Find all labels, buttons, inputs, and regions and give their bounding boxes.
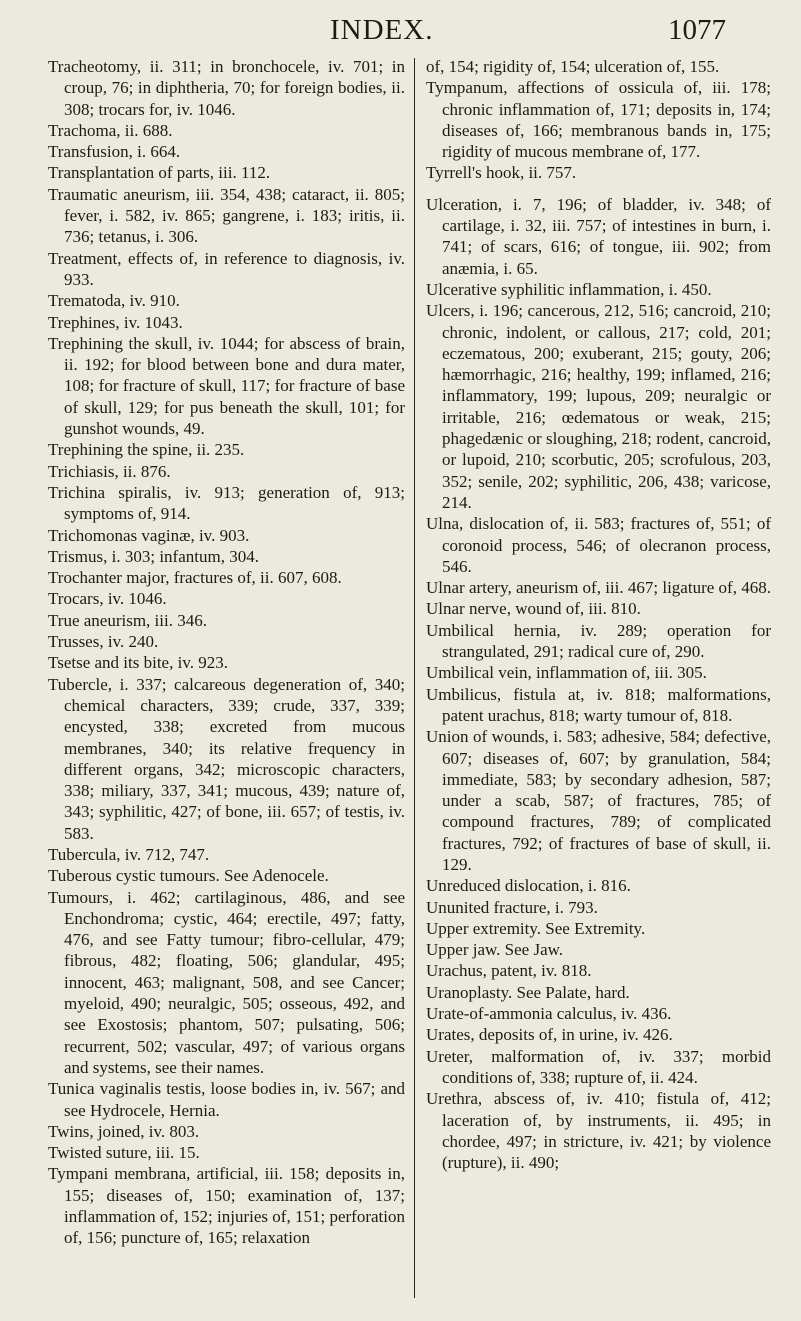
- index-entry: Ulcerative syphilitic inflammation, i. 450.: [426, 279, 712, 299]
- index-entry: Trocars, iv. 1046.: [48, 589, 167, 609]
- index-entry: Tsetse and its bite, iv. 923.: [48, 653, 228, 673]
- index-entry: Umbilical vein, inflammation of, iii. 305.: [426, 663, 707, 683]
- index-entry: of, 154; rigidity of, 154; ulceration of, 155.: [426, 57, 720, 76]
- index-entry: Tubercula, iv. 712, 747.: [48, 844, 210, 864]
- index-entry: Twins, joined, iv. 803.: [48, 1121, 200, 1141]
- index-entry: Ulna, dislocation of, ii. 583; fractures of, 551; of coronoid process, 546; of olecranon process, 546.: [426, 514, 771, 576]
- index-entry: True aneurism, iii. 346.: [48, 610, 207, 630]
- index-entry: Tunica vaginalis testis, loose bodies in, iv. 567; and see Hydrocele, Hernia.: [48, 1079, 405, 1120]
- index-entry: Trochanter major, fractures of, ii. 607, 608.: [48, 568, 342, 588]
- index-entry: Urates, deposits of, in urine, iv. 426.: [426, 1025, 673, 1045]
- index-entry: Trichomonas vaginæ, iv. 903.: [48, 525, 250, 545]
- index-entry: Upper extremity. See Extremity.: [426, 918, 646, 938]
- index-entry: Ulnar artery, aneurism of, iii. 467; ligature of, 468.: [426, 578, 771, 598]
- index-entry: Tyrrell's hook, ii. 757.: [426, 163, 577, 183]
- index-entry: Urate-of-ammonia calculus, iv. 436.: [426, 1004, 672, 1024]
- index-entry: Upper jaw. See Jaw.: [426, 940, 564, 960]
- index-entry: Trephining the spine, ii. 235.: [48, 440, 245, 460]
- column-divider: [414, 58, 415, 1298]
- right-column: [426, 56, 771, 1173]
- index-entry: Trephining the skull, iv. 1044; for abscess of brain, ii. 192; for blood between bone and dura mater, 108; for fracture of skull, 117; for fracture of base of skull, 129; for pus beneath the skull, 101; for gunshot wounds, 49.: [48, 333, 405, 439]
- index-entry: Umbilical hernia, iv. 289; operation for strangulated, 291; radical cure of, 290.: [426, 620, 771, 662]
- index-entry: Trichiasis, ii. 876.: [48, 461, 171, 481]
- page-number: 1077: [668, 14, 726, 46]
- index-entry: Ulceration, i. 7, 196; of bladder, iv. 348; of cartilage, i. 32, iii. 757; of intestines in burn, i. 741; of scars, 616; of tongue, iii. 902; from anæmia, i. 65.: [426, 194, 771, 278]
- index-entry: Uranoplasty. See Palate, hard.: [426, 982, 630, 1002]
- index-entry: Trephines, iv. 1043.: [48, 312, 183, 332]
- index-entry: Union of wounds, i. 583; adhesive, 584; defective, 607; diseases of, 607; by granulation, 584; immediate, 583; by secondary adhesion, 587; under a scab, 587; of fractures, 785; of compound fractures, 789; of complicated fractures, 792; of fractures of base of skull, ii. 129.: [426, 727, 771, 874]
- index-entry: Treatment, effects of, in reference to diagnosis, iv. 933.: [48, 248, 405, 289]
- index-entry: Trachoma, ii. 688.: [48, 120, 173, 140]
- index-entry: Tympanum, affections of ossicula of, iii. 178; chronic inflammation of, 171; deposits in, 174; diseases of, 166; membranous bands in, 175; rigidity of mucous membrane of, 177.: [426, 78, 771, 162]
- index-entry: Traumatic aneurism, iii. 354, 438; cataract, ii. 805; fever, i. 582, iv. 865; gangrene, i. 183; iritis, ii. 736; tetanus, i. 306.: [48, 184, 405, 247]
- index-entry: Umbilicus, fistula at, iv. 818; malformations, patent urachus, 818; warty tumour of, 818.: [426, 684, 771, 725]
- index-entry: Trichina spiralis, iv. 913; generation of, 913; symptoms of, 914.: [48, 482, 405, 524]
- index-entry: Tumours, i. 462; cartilaginous, 486, and see Enchondroma; cystic, 464; erectile, 497; fatty, 476, and see Fatty tumour; fibro-cellular, 479; fibrous, 482; floating, 506; glandular, 495; innocent, 463; malignant, 508, and see Cancer; myeloid, 490; neuralgic, 505; osseous, 492, and see Exostosis; phantom, 507; pulsating, 506; recurrent, 502; vascular, 497; of various organs and systems, see their names.: [48, 887, 405, 1077]
- index-entry: Transplantation of parts, iii. 112.: [48, 163, 271, 183]
- page-header: [0, 10, 801, 50]
- index-entry: Tubercle, i. 337; calcareous degeneration of, 340; chemical characters, 339; crude, 337, 339; encysted, 338; excreted from mucous membranes, 340; its relative frequency in different organs, 342; microscopic characters, 338; miliary, 337, 341; mucous, 439; nature of, 343; syphilitic, 427; of bone, iii. 657; of testis, iv. 583.: [48, 674, 405, 843]
- index-entry: Urethra, abscess of, iv. 410; fistula of, 412; laceration of, by instruments, ii. 495; in chordee, 497; in stricture, iv. 421; by violence (rupture), ii. 490;: [426, 1089, 771, 1173]
- page-title: INDEX.: [330, 14, 434, 46]
- index-entry: Unreduced dislocation, i. 816.: [426, 876, 631, 896]
- index-entry: Twisted suture, iii. 15.: [48, 1143, 200, 1163]
- index-entry: Ulcers, i. 196; cancerous, 212, 516; cancroid, 210; chronic, indolent, or callous, 217; cold, 201; eczematous, 200; exuberant, 215; gouty, 206; hæmorrhagic, 216; healthy, 199; inflamed, 216; inflammatory, 199; lupous, 209; neuralgic or irritable, 216; œdematous or weak, 215; phagedænic or sloughing, 218; rodent, cancroid, or lupoid, 210; scorbutic, 205; scrofulous, 203, 352; senile, 202; syphilitic, 206, 438; varicose, 214.: [426, 301, 771, 512]
- index-entry: Tracheotomy, ii. 311; in bronchocele, iv. 701; in croup, 76; in diphtheria, 70; for foreign bodies, ii. 308; trocars for, iv. 1046.: [48, 57, 405, 119]
- index-entry: Trismus, i. 303; infantum, 304.: [48, 546, 259, 566]
- index-entry: Tuberous cystic tumours. See Adenocele.: [48, 866, 329, 886]
- index-entry: Transfusion, i. 664.: [48, 142, 181, 162]
- index-entry: Ulnar nerve, wound of, iii. 810.: [426, 599, 641, 619]
- index-entry: Ununited fracture, i. 793.: [426, 897, 598, 917]
- index-entry: Ureter, malformation of, iv. 337; morbid conditions of, 338; rupture of, ii. 424.: [426, 1046, 771, 1087]
- index-entry: Tympani membrana, artificial, iii. 158; deposits in, 155; diseases of, 150; examination of, 137; inflammation of, 152; injuries of, 151; perforation of, 156; puncture of, 165; relaxation: [48, 1164, 405, 1248]
- index-entry: Urachus, patent, iv. 818.: [426, 961, 592, 981]
- left-column: [48, 56, 405, 1249]
- index-entry: Trusses, iv. 240.: [48, 632, 159, 652]
- index-entry: Trematoda, iv. 910.: [48, 291, 180, 311]
